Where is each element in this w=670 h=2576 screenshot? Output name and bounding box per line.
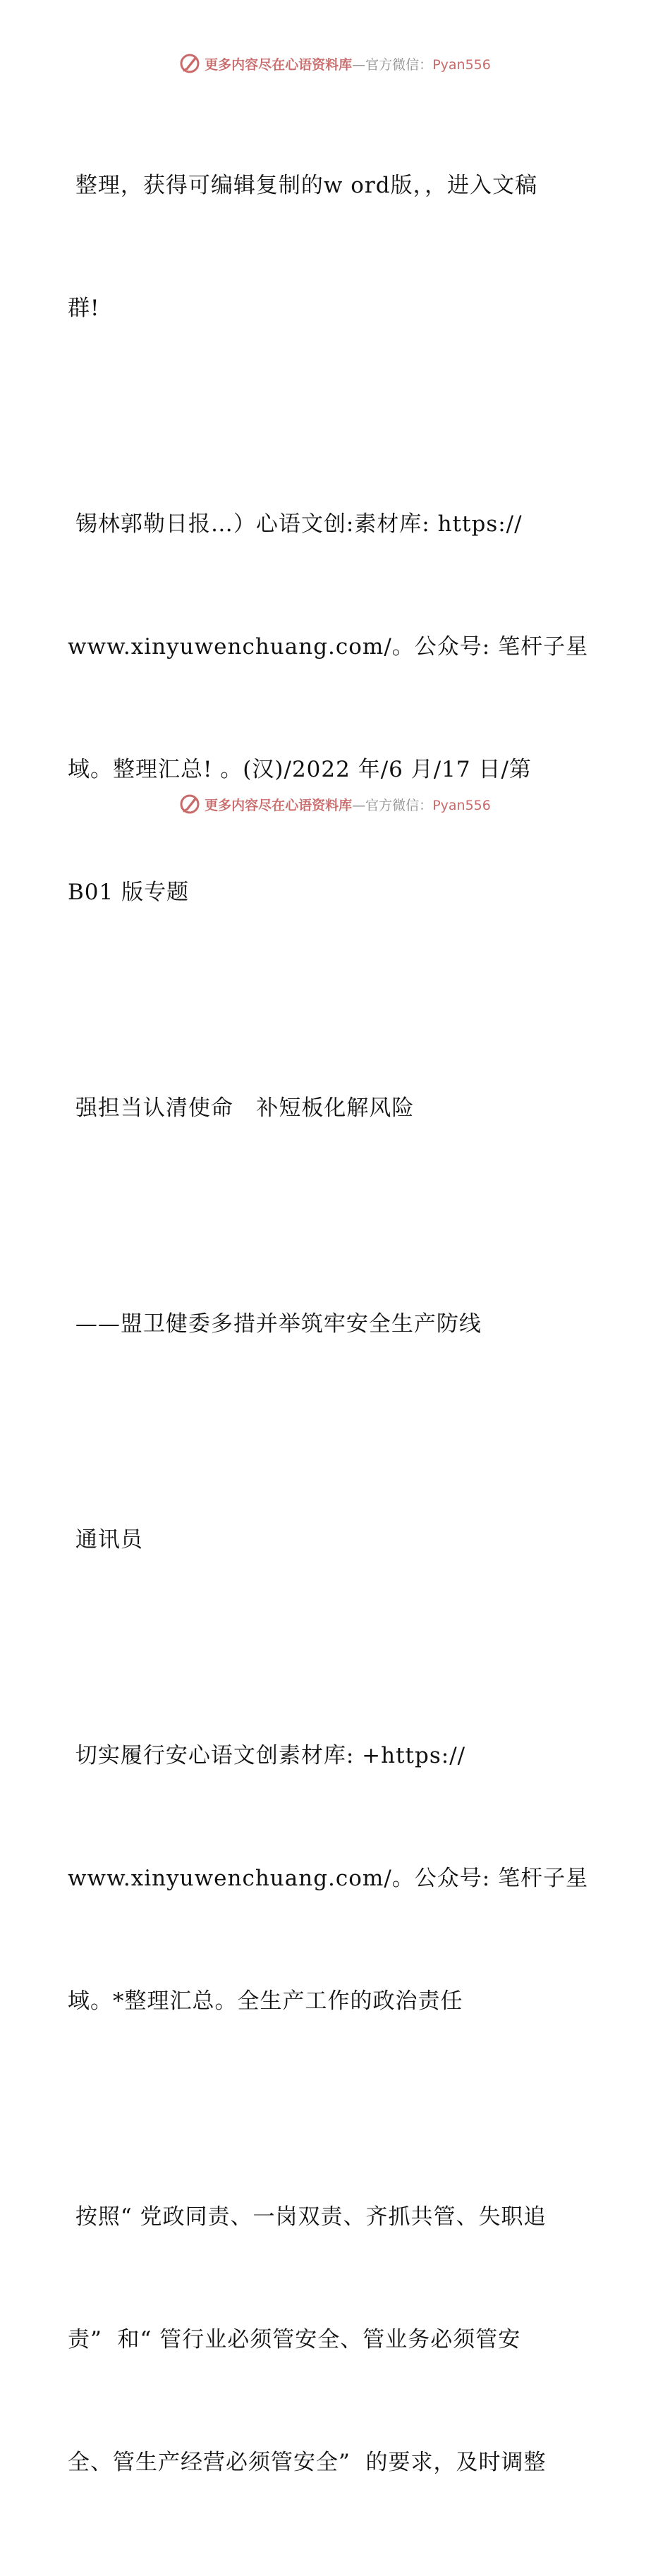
text-line: 全、管生产经营必须管安全” 的要求，及时调整 — [68, 2450, 547, 2475]
watermark-text — [205, 54, 491, 73]
watermark-text — [205, 795, 491, 814]
header-watermark — [0, 49, 670, 78]
text-line: 整理，获得可编辑复制的w ord版，，进入文稿 — [68, 173, 538, 198]
paragraph-body — [68, 2115, 604, 2565]
paragraph-section-heading — [68, 1653, 604, 2103]
article-subtitle — [68, 1222, 604, 1426]
watermark-dash: —官方微信： — [352, 797, 433, 813]
byline — [68, 1438, 604, 1642]
text-line: 群! — [68, 296, 100, 321]
article-title — [68, 1006, 604, 1210]
text-line: 责” 和“ 管行业必须管安全、管业务必须管安 — [68, 2327, 521, 2352]
paragraph-1 — [68, 83, 604, 411]
text-line: 切实履行安心语文创素材库: +https:// — [68, 1743, 466, 1768]
watermark-dash: —官方微信： — [352, 56, 433, 73]
text-line: 按照“ 党政同责、一岗双责、齐抓共管、失职追 — [68, 2204, 547, 2230]
text-line: ——盟卫健委多措并举筑牢安全生产防线 — [68, 1311, 482, 1337]
watermark-site: 更多内容尽在心语资料库 — [205, 56, 353, 73]
text-line: www.xinyuwenchuang.com/。公众号: 笔杆子星 — [68, 634, 589, 660]
paragraph-2 — [68, 422, 604, 995]
text-line: www.xinyuwenchuang.com/。公众号: 笔杆子星 — [68, 1866, 589, 1891]
text-line: 锡林郭勒日报…）心语文创:素材库: https:// — [68, 511, 523, 537]
text-line: 强担当认清使命 补短板化解风险 — [68, 1095, 415, 1121]
text-line: B01 版专题 — [68, 880, 190, 905]
text-line: 域。*整理汇总。全生产工作的政治责任 — [68, 1988, 463, 2014]
text-line: 通讯员 — [68, 1527, 143, 1553]
watermark-wechat-id: Pyan556 — [432, 56, 491, 73]
text-line: 域。整理汇总! 。(汉)/2022 年/6 月/17 日/第 — [68, 757, 532, 782]
document-body — [68, 83, 604, 2576]
watermark-wechat-id: Pyan556 — [432, 797, 491, 813]
watermark-site: 更多内容尽在心语资料库 — [205, 797, 353, 813]
footer-watermark — [0, 790, 670, 818]
quill-pen-icon — [179, 53, 200, 74]
quill-pen-icon — [179, 794, 200, 815]
